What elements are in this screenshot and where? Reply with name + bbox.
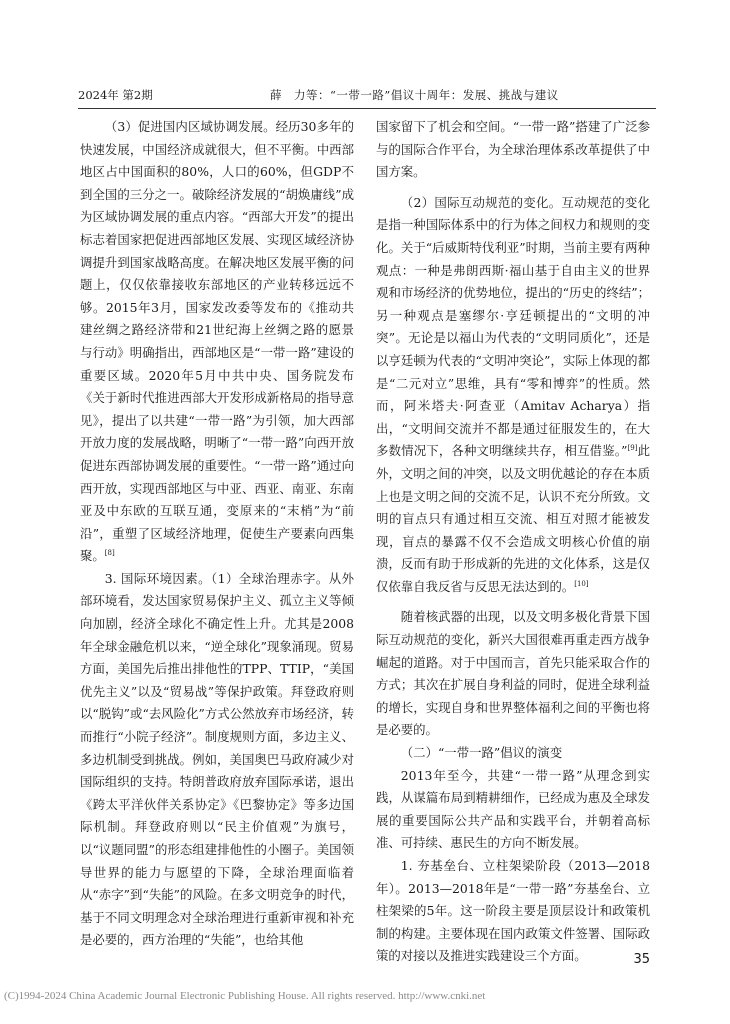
left-column [80, 116, 354, 952]
copyright-notice: (C)1994-2024 China Academic Journal Electronic Publishing House. All rights reserved. http://www.cnki.net [4, 990, 486, 1002]
citation-ref: [10] [574, 579, 589, 588]
paragraph-interaction-norms: （2）国际互动规范的变化。互动规范的变化是指一种国际体系中的行为体之间权力和规则的变化。关于“后威斯特伐利亚”时期，当前主要有两种观点：一种是弗朗西斯·福山基于自由主义的世界观和市场经济的优势地位，提出的“历史的终结”；另一种观点是塞缪尔·亨廷顿提出的“文明的冲突”。无论是以福山为代表的“文明同质化”，还是以亨廷顿为代表的“文明冲突论”，实际上体现的都是“二元对立”思维，具有“零和博弈”的性质。然而，阿米塔夫·阿查亚（Amitav Acharya）指出，“文明间交流并不都是通过征服发生的，在大多数情况下，各种文明继续共存，相互借鉴。”[9]此外，文明之间的冲突，以及文明优越论的存在本质上也是文明之间的交流不足，认识不充分所致。文明的盲点只有通过相互交流、相互对照才能被发现，盲点的暴露不仅不会造成文明核心价值的崩溃，反而有助于形成新的先进的文化体系，这是仅仅依靠自我反省与反思无法达到的。[10] [376, 194, 651, 594]
page-number: 35 [633, 952, 650, 967]
citation-ref: [9] [627, 444, 638, 453]
header-divider [78, 108, 656, 109]
paragraph-regional-coordination: （3）促进国内区域协调发展。经历30多年的快速发展，中国经济成就很大，但不平衡。中西部地区占中国面积的80%，人口的60%，但GDP不到全国的三分之一。破除经济发展的“胡焕庸线”成为区域协调发展的重点内容。“西部大开发”的提出标志着国家把促进西部地区发展、实现区域经济协调提升到国家战略高度。在解决地区发展平衡的问题上，仅仅依靠接收东部地区的产业转移远远不够。2015年3月，国家发改委等发布的《推动共建丝绸之路经济带和21世纪海上丝绸之路的愿景与行动》明确指出，西部地区是“一带一路”建设的重要区域。2020年5月中共中央、国务院发布《关于新时代推进西部大开发形成新格局的指导意见》，提出了以共建“一带一路”为引领，加大西部开放力度的发展战略，明晰了“一带一路”向西开放促进东西部协调发展的重要性。“一带一路”通过向西开放，实现西部地区与中亚、西亚、南亚、东南亚及中东欧的互联互通，变原来的“末梢”为“前沿”，重塑了区域经济地理，促使生产要素向西集聚。[8] [80, 119, 354, 564]
paragraph-stage-one: 1. 夯基垒台、立柱架梁阶段（2013—2018年）。2013—2018年是“一带一路”夯基垒台、立柱架梁的5年。这一阶段主要是顶层设计和政策机制的构建。主要体现在国内政策文件签署、国际政策的对接以及推进实践建设三个方面。 [376, 858, 650, 964]
running-header [78, 84, 656, 106]
running-title: 薛 力等：“一带一路”倡议十周年：发展、挑战与建议 [270, 88, 559, 102]
paragraph-continued: 国家留下了机会和空间。“一带一路”搭建了广泛参与的国际合作平台，为全球治理体系改革提供了中国方案。 [376, 119, 650, 180]
paragraph-global-governance: 3. 国际环境因素。（1）全球治理赤字。从外部环境看，发达国家贸易保护主义、孤立主义等倾向加剧，经济全球化不确定性上升。尤其是2008年全球金融危机以来，“逆全球化”现象涌现。贸易方面，美国先后推出排他性的TPP、TTIP，“美国优先主义”以及“贸易战”等保护政策。拜登政府则以“脱钩”或“去风险化”方式公然放弃市场经济，转而推行“小院子经济”。制度规则方面，多边主义、多边机制受到挑战。例如，美国奥巴马政府减少对国际组织的支持。特朗普政府放弃国际承诺，退出《跨太平洋伙伴关系协定》《巴黎协定》等多边国际机制。拜登政府则以“民主价值观”为旗号，以“议题同盟”的形态组建排他性的小圈子。美国领导世界的能力与愿望的下降，全球治理面临着从“赤字”到“失能”的风险。在多文明竞争的时代，基于不同文明理念对全球治理进行重新审视和补充是必要的，西方治理的“失能”，也给其他 [80, 570, 354, 948]
citation-ref: [8] [104, 549, 115, 558]
issue-label: 2024年 第2期 [78, 88, 153, 102]
right-column [376, 116, 650, 968]
paragraph-evolution: 2013年至今，共建“一带一路”从理念到实践，从谋篇布局到精耕细作，已经成为惠及全球发展的重要国际公共产品和实践平台，并朝着高标准、可持续、惠民生的方向不断发展。 [376, 767, 650, 851]
paragraph-nuclear-era: 随着核武器的出现，以及文明多极化背景下国际互动规范的变化，新兴大国很难再重走西方战争崛起的道路。对于中国而言，首先只能采取合作的方式；其次在扩展自身利益的同时，促进全球利益的增长，实现自身和世界整体福利之间的平衡也将是必要的。 [376, 609, 650, 738]
section-heading: （二）“一带一路”倡议的演变 [400, 745, 563, 761]
